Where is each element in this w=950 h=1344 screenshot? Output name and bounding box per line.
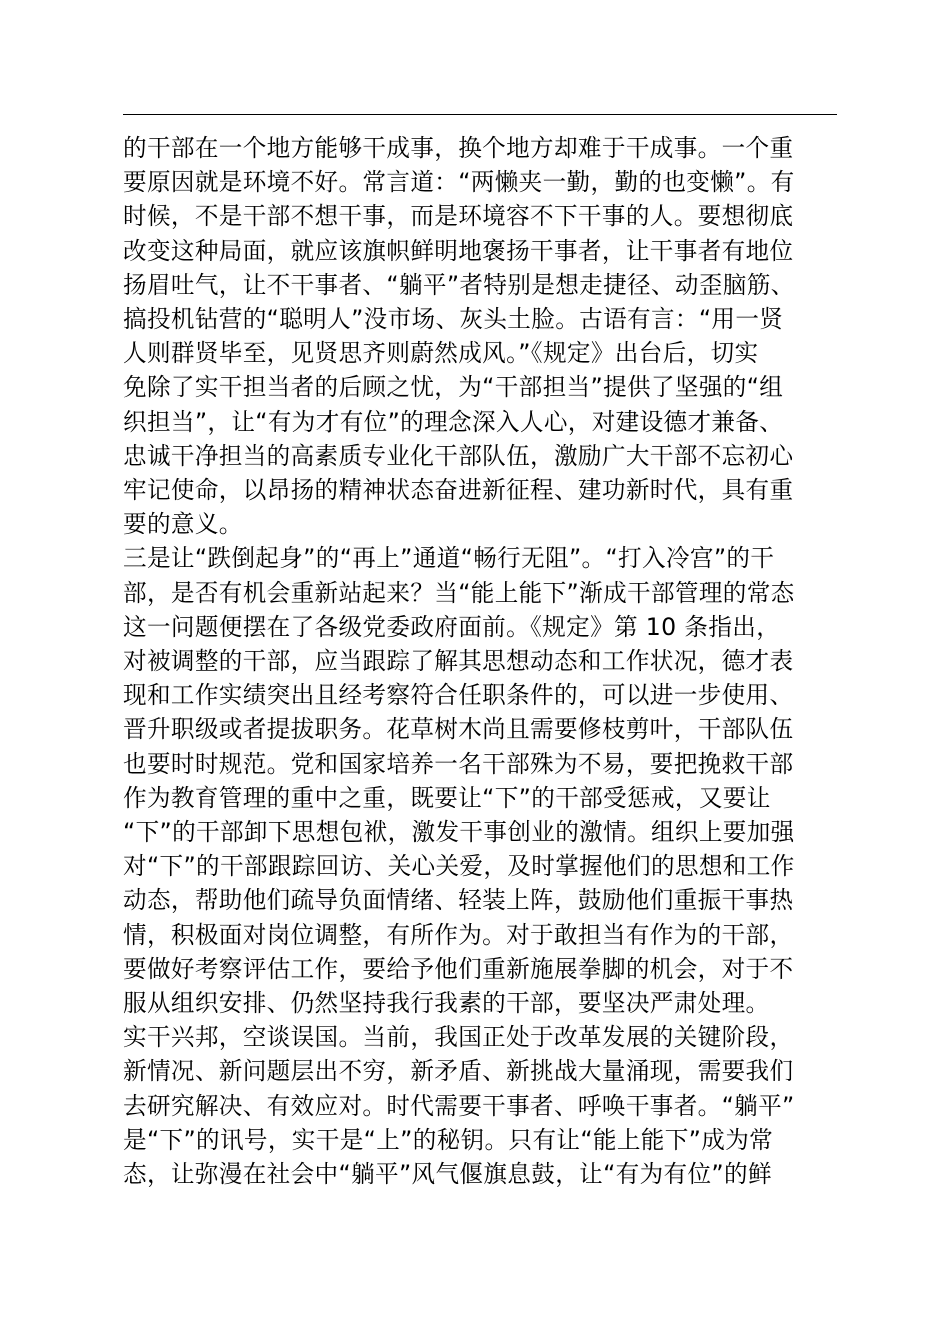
header-rule xyxy=(123,114,837,115)
text-line: 对“下”的干部跟踪回访、关心关爱，及时掌握他们的思想和工作 xyxy=(123,852,795,881)
text-line: 要原因就是环境不好。常言道：“两懒夹一勤，勤的也变懒”。有 xyxy=(123,168,795,197)
text-line: 动态，帮助他们疏导负面情绪、轻装上阵，鼓励他们重振干事热 xyxy=(123,886,794,915)
text-line: 牢记使命，以昂扬的精神状态奋进新征程、建功新时代，具有重 xyxy=(123,476,794,505)
text-line: 改变这种局面，就应该旗帜鲜明地褒扬干事者，让干事者有地位 xyxy=(123,236,794,265)
text-line: 作为教育管理的重中之重，既要让“下”的干部受惩戒，又要让 xyxy=(123,783,771,812)
text-line: 织担当”，让“有为才有位”的理念深入人心，对建设德才兼备、 xyxy=(123,407,784,436)
text-line: 要做好考察评估工作，要给予他们重新施展拳脚的机会，对于不 xyxy=(123,954,794,983)
text-line: 情，积极面对岗位调整，有所作为。对于敢担当有作为的干部， xyxy=(123,920,794,949)
text-line: 态，让弥漫在社会中“躺平”风气偃旗息鼓，让“有为有位”的鲜 xyxy=(123,1160,772,1189)
text-line: 的干部在一个地方能够干成事，换个地方却难于干成事。一个重 xyxy=(123,134,794,162)
text-line: 服从组织安排、仍然坚持我行我素的干部，要坚决严肃处理。 xyxy=(123,989,770,1018)
text-line: 忠诚干净担当的高素质专业化干部队伍，激励广大干部不忘初心 xyxy=(123,441,794,470)
text-line: 晋升职级或者提拔职务。花草树木尚且需要修枝剪叶，干部队伍 xyxy=(123,715,794,744)
text-line: 三是让“跌倒起身”的“再上”通道“畅行无阻”。“打入冷宫”的干 xyxy=(123,544,775,573)
text-line: 去研究解决、有效应对。时代需要干事者、呼唤干事者。“躺平” xyxy=(123,1091,795,1120)
text-line: 人则群贤毕至，见贤思齐则蔚然成风。”《规定》出台后，切实 xyxy=(123,339,759,368)
text-line: 对被调整的干部，应当跟踪了解其思想动态和工作状况，德才表 xyxy=(123,647,794,676)
text-line: 是“下”的讯号，实干是“上”的秘钥。只有让“能上能下”成为常 xyxy=(123,1125,774,1154)
text-line: “下”的干部卸下思想包袱，激发干事创业的激情。组织上要加强 xyxy=(123,818,795,847)
text-line: 也要时时规范。党和国家培养一名干部殊为不易，要把挽救干部 xyxy=(123,749,794,778)
text-line: 现和工作实绩突出且经考察符合任职条件的，可以进一步使用、 xyxy=(123,681,794,710)
text-line: 这一问题便摆在了各级党委政府面前。《规定》第 10 条指出， xyxy=(123,612,781,641)
text-line: 要的意义。 xyxy=(123,510,243,539)
text-line: 搞投机钻营的“聪明人”没市场、灰头土脸。古语有言：“用一贤 xyxy=(123,305,784,334)
text-line: 免除了实干担当者的后顾之忧，为“干部担当”提供了坚强的“组 xyxy=(123,373,784,402)
text-line: 实干兴邦，空谈误国。当前，我国正处于改革发展的关键阶段， xyxy=(123,1023,794,1052)
text-line: 扬眉吐气，让不干事者、“躺平”者特别是想走捷径、动歪脑筋、 xyxy=(123,270,795,299)
body-text xyxy=(123,131,843,1191)
text-line: 部，是否有机会重新站起来？当“能上能下”渐成干部管理的常态 xyxy=(123,578,795,607)
text-line: 新情况、新问题层出不穷，新矛盾、新挑战大量涌现，需要我们 xyxy=(123,1057,794,1086)
text-line: 时候，不是干部不想干事，而是环境容不下干事的人。要想彻底 xyxy=(123,202,794,231)
